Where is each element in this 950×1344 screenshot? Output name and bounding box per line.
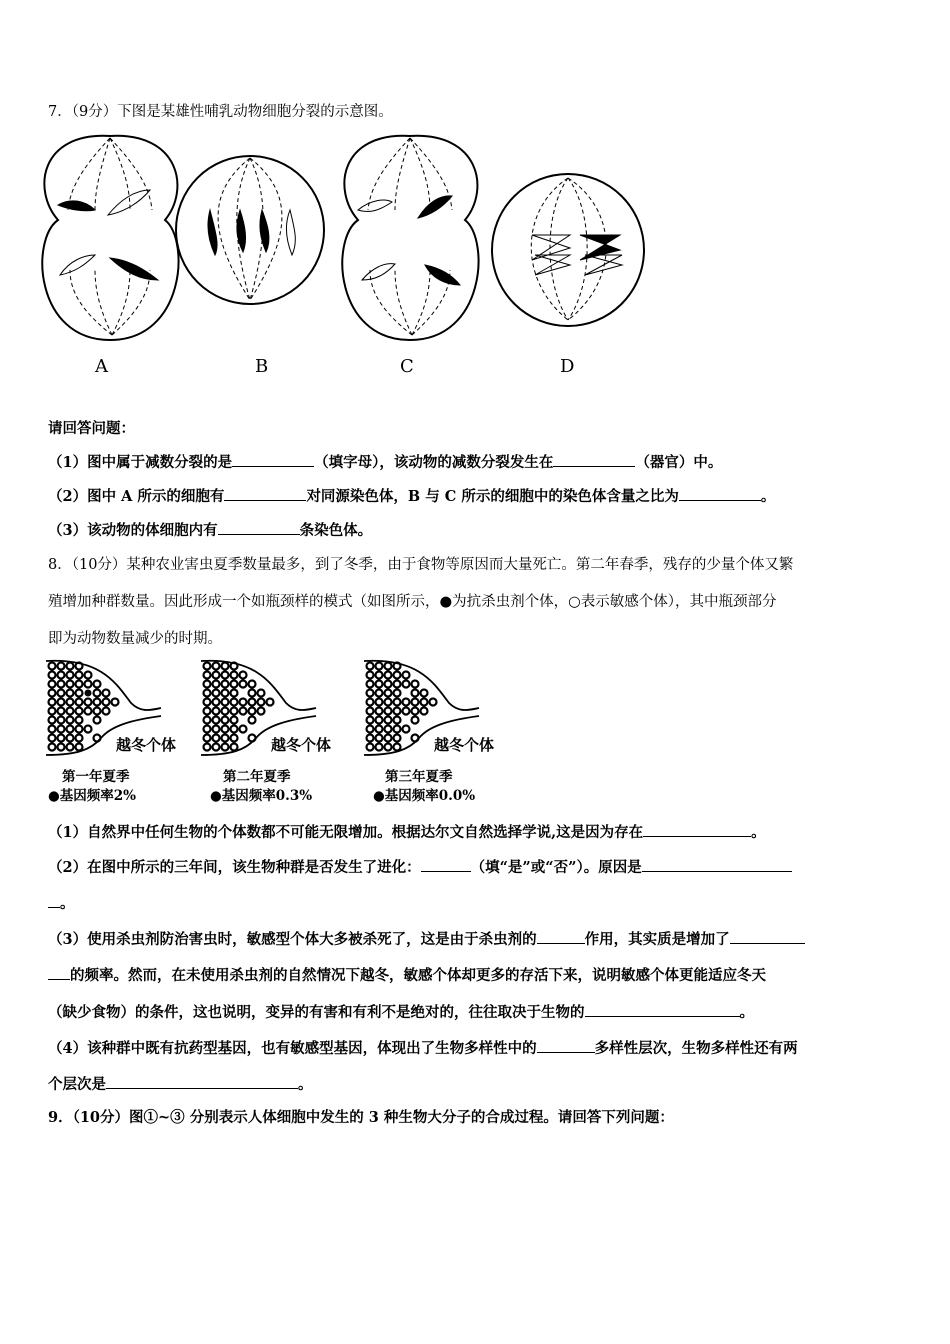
panel-freq-3: ●基因频率0.0% bbox=[373, 788, 476, 804]
answer-blank[interactable] bbox=[218, 520, 300, 535]
q8-para-line3: 即为动物数量减少的时期。 bbox=[48, 631, 222, 647]
overwinter-label-3: 越冬个体 bbox=[434, 736, 495, 754]
panel-freq-2: ●基因频率0.3% bbox=[210, 788, 313, 804]
answer-blank[interactable] bbox=[48, 965, 70, 980]
q9-header: 9．（10分）图①~③ 分别表示人体细胞中发生的 3 种生物大分子的合成过程。请回答下列问题： bbox=[48, 1109, 674, 1126]
q8-sub2: （2）在图中所示的三年间，该生物种群是否发生了进化： （填“是”或“否”）。原因是 bbox=[48, 857, 792, 878]
panel-season-2: 第二年夏季 bbox=[223, 769, 291, 785]
panel-freq-1: ●基因频率2% bbox=[48, 788, 137, 804]
figure-label-c: C bbox=[400, 356, 414, 377]
q8-bottleneck-figure bbox=[46, 658, 516, 758]
q8-sub3-line3: （缺少食物）的条件，这也说明，变异的有害和有利不是绝对的，往往取决于生物的 。 bbox=[48, 1004, 754, 1021]
q8-para-line2: 殖增加种群数量。因此形成一个如瓶颈样的模式（如图所示，●为抗杀虫剂个体，○表示敏感个体），其中瓶颈部分 bbox=[48, 594, 777, 610]
answer-blank[interactable] bbox=[553, 452, 635, 467]
answer-blank[interactable] bbox=[585, 1002, 740, 1017]
answer-blank[interactable] bbox=[224, 486, 306, 501]
answer-blank[interactable] bbox=[679, 486, 761, 501]
answer-blank[interactable] bbox=[642, 857, 792, 872]
q8-sub3-line1: （3）使用杀虫剂防治害虫时，敏感型个体大多被杀死了，这是由于杀虫剂的 作用，其实质是增加了 bbox=[48, 929, 805, 950]
resistant-dot bbox=[85, 690, 92, 697]
panel-season-1: 第一年夏季 bbox=[62, 769, 130, 785]
q7-cell-division-figure bbox=[40, 130, 650, 380]
q7-sub1: （1）图中属于减数分裂的是 （填字母），该动物的减数分裂发生在 （器官）中。 bbox=[48, 454, 723, 471]
figure-label-a: A bbox=[95, 356, 108, 377]
q7-sub3: （3）该动物的体细胞内有 条染色体。 bbox=[48, 522, 373, 539]
answer-blank[interactable] bbox=[537, 1038, 595, 1053]
overwinter-label-1: 越冬个体 bbox=[116, 736, 177, 754]
q7-prompt: 请回答问题： bbox=[48, 420, 135, 437]
answer-blank[interactable] bbox=[106, 1074, 298, 1089]
overwinter-label-2: 越冬个体 bbox=[271, 736, 332, 754]
answer-blank[interactable] bbox=[48, 893, 60, 908]
figure-label-b: B bbox=[255, 356, 269, 377]
q7-header: 7．（9分）下图是某雄性哺乳动物细胞分裂的示意图。 bbox=[48, 104, 393, 120]
answer-blank[interactable] bbox=[421, 857, 471, 872]
figure-label-d: D bbox=[560, 356, 575, 377]
q8-sub2-cont: 。 bbox=[48, 893, 75, 914]
q7-sub2: （2）图中 A 所示的细胞有 对同源染色体，B 与 C 所示的细胞中的染色体含量之比为 。 bbox=[48, 488, 776, 505]
answer-blank[interactable] bbox=[643, 822, 751, 837]
q8-sub3-line2: 的频率。然而，在未使用杀虫剂的自然情况下越冬，敏感个体却更多的存活下来，说明敏感个体更能适应冬天 bbox=[48, 965, 766, 986]
answer-blank[interactable] bbox=[730, 929, 805, 944]
answer-blank[interactable] bbox=[232, 452, 314, 467]
q8-sub4-line1: （4）该种群中既有抗药型基因，也有敏感型基因，体现出了生物多样性中的 多样性层次，生物多样性还有两 bbox=[48, 1040, 798, 1057]
panel-season-3: 第三年夏季 bbox=[385, 769, 453, 785]
q8-sub4-line2: 个层次是 。 bbox=[48, 1076, 313, 1093]
answer-blank[interactable] bbox=[537, 929, 585, 944]
q8-sub1: （1）自然界中任何生物的个体数都不可能无限增加。根据达尔文自然选择学说,这是因为存在 。 bbox=[48, 824, 766, 841]
q8-para-line1: 8．（10分）某种农业害虫夏季数量最多，到了冬季，由于食物等原因而大量死亡。第二年春季，残存的少量个体又繁 bbox=[48, 557, 794, 573]
